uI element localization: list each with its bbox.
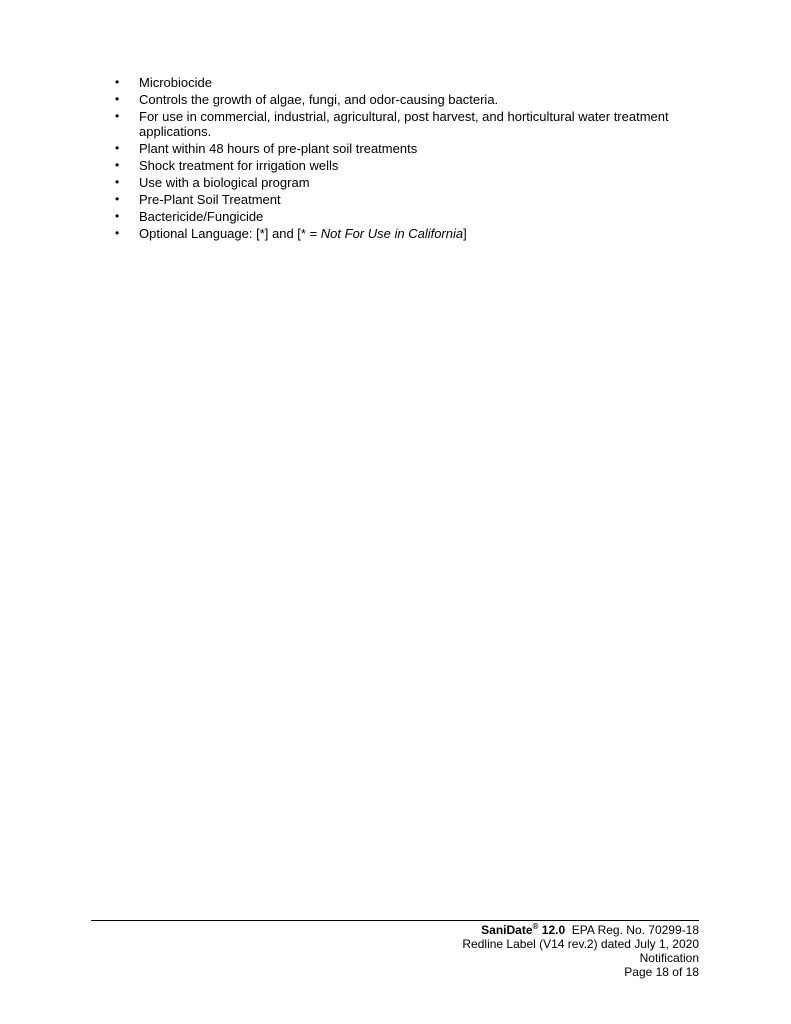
page-number: Page 18 of 18	[624, 965, 699, 979]
claims-bullet-list	[112, 75, 692, 243]
bullet-icon: •	[115, 158, 120, 172]
bullet-icon: •	[115, 109, 120, 123]
optional-language-prefix: Optional Language: [*] and [* =	[139, 226, 321, 241]
registered-mark: ®	[532, 922, 539, 931]
list-item-text: For use in commercial, industrial, agricultural, post harvest, and horticultural water treatment applications.	[139, 109, 669, 139]
list-item-text: Pre-Plant Soil Treatment	[139, 192, 281, 207]
list-item	[112, 209, 692, 224]
list-item	[112, 92, 692, 107]
list-item	[112, 226, 692, 241]
epa-registration: EPA Reg. No. 70299-18	[571, 923, 699, 937]
page-footer	[462, 923, 699, 979]
list-item	[112, 75, 692, 90]
list-item-text: Microbiocide	[139, 75, 212, 90]
bullet-icon: •	[115, 209, 120, 223]
list-item-text: Plant within 48 hours of pre-plant soil treatments	[139, 141, 418, 156]
optional-language-suffix: ]	[463, 226, 467, 241]
list-item	[112, 109, 692, 139]
list-item-text: Bactericide/Fungicide	[139, 209, 264, 224]
product-version: 12.0	[541, 923, 566, 937]
product-brand: SaniDate	[481, 923, 533, 937]
list-item-text: Controls the growth of algae, fungi, and odor-causing bacteria.	[139, 92, 499, 107]
list-item	[112, 175, 692, 190]
list-item	[112, 192, 692, 207]
bullet-icon: •	[115, 226, 120, 240]
bullet-icon: •	[115, 175, 120, 189]
bullet-icon: •	[115, 141, 120, 155]
footer-product-line	[462, 923, 699, 937]
list-item-text: Shock treatment for irrigation wells	[139, 158, 339, 173]
bullet-icon: •	[115, 192, 120, 206]
bullet-icon: •	[115, 75, 120, 89]
list-item-text	[139, 226, 467, 241]
list-item	[112, 141, 692, 156]
footer-notification: Notification	[639, 951, 699, 965]
california-restriction-text: Not For Use in California	[320, 226, 464, 241]
list-item	[112, 158, 692, 173]
footer-divider	[91, 920, 699, 921]
bullet-icon: •	[115, 92, 120, 106]
list-item-text: Use with a biological program	[139, 175, 310, 190]
footer-label-line: Redline Label (V14 rev.2) dated July 1, 2020	[462, 937, 699, 951]
